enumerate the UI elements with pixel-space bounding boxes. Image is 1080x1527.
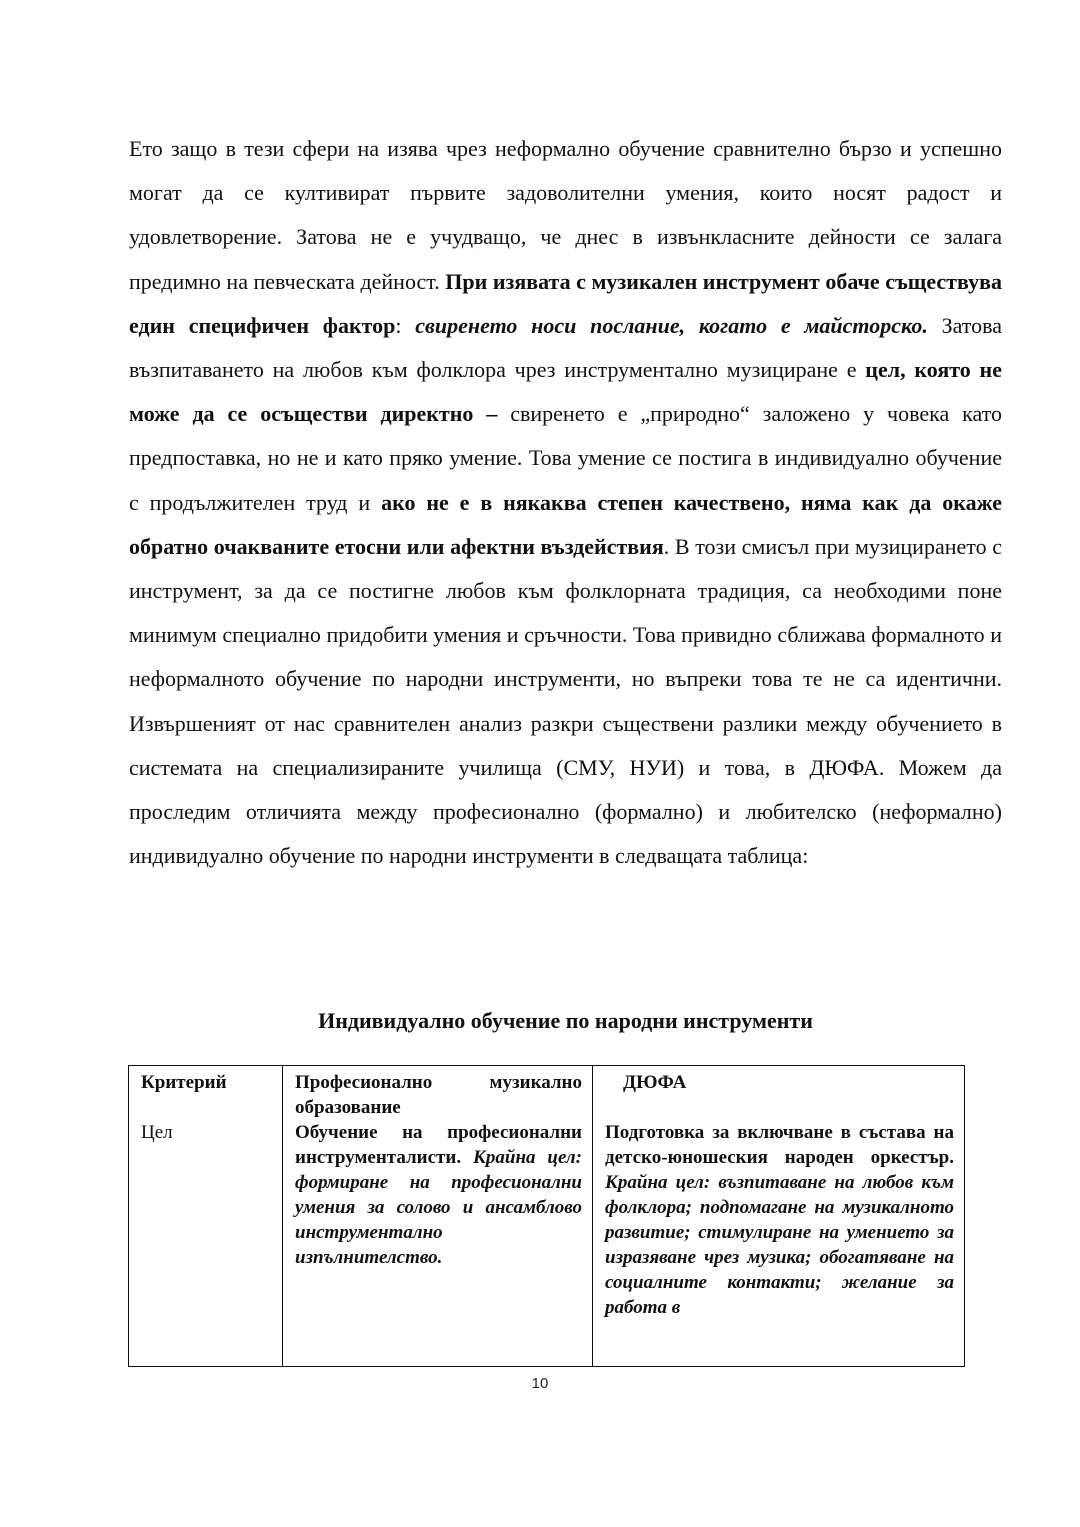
- paragraph-bold-2: цел, която не може да се осъществи директно –: [129, 357, 1002, 427]
- table-header-row: [129, 1066, 965, 1121]
- page-number: 10: [531, 1375, 549, 1392]
- header-professional: Професионално музикално образование: [283, 1066, 593, 1121]
- table-row: [129, 1120, 965, 1367]
- paragraph-text-3: Затова възпитаването на любов към фолклора чрез инструментално музициране е: [129, 312, 1002, 383]
- paragraph-text-2: :: [395, 312, 416, 338]
- cell-professional-bold-italic: Крайна цел: формиране на професионални умения за солово и ансамблово инструментално изпълнителство.: [295, 1147, 582, 1268]
- cell-dyufa-bold-italic: Крайна цел: възпитаване на любов към фолклора; подпомагане на музикалното развитие; стимулиране на умението за изразяване чрез музика; обогатяване на социалните контакти; желание за работа в: [605, 1172, 954, 1318]
- paragraph-text-5: . В този смисъл при музицирането с инструмент, за да се постигне любов към фолклорната традиция, са необходими поне минимум специално придобити умения и сръчности. Това привидно сближава формалното и неформалното обучение по народни инструменти, но въпреки това те не са идентични. Извършеният от нас сравнителен анализ разкри съществени разлики между обучението в системата на специализираните училища (СМУ, НУИ) и това, в ДЮФА. Можем да проследим отличията между професионално (формално) и любителско (неформално) индивидуално обучение по народни инструменти в следващата таблица:: [129, 533, 1002, 869]
- cell-dyufa: [593, 1120, 965, 1367]
- paragraph-bold-italic-1: свиренето носи послание, когато е майсторско.: [415, 312, 928, 338]
- comparison-table: [128, 1065, 965, 1367]
- paragraph-bold-1: При изявата с музикален инструмент обаче съществува един специфичен фактор: [129, 268, 1002, 338]
- header-dyufa: ДЮФА: [593, 1066, 965, 1121]
- paragraph-text-4: свиренето е „природно“ заложено у човека като предпоставка, но не и като пряко умение. Това умение се постига в индивидуално обучение с продължителен труд и: [129, 401, 1002, 515]
- cell-professional-bold: Обучение на професионални инструменталисти.: [295, 1122, 582, 1168]
- cell-professional: [283, 1120, 593, 1367]
- header-criterion: Критерий: [129, 1066, 283, 1121]
- cell-criterion: Цел: [129, 1120, 283, 1367]
- body-paragraph: [129, 127, 1002, 878]
- table-title: Индивидуално обучение по народни инструменти: [318, 1008, 813, 1033]
- cell-dyufa-bold: Подготовка за включване в състава на детско-юношеския народен оркестър.: [605, 1122, 954, 1168]
- paragraph-text-1: Ето защо в тези сфери на изява чрез неформално обучение сравнително бързо и успешно могат да се култивират първите задоволителни умения, които носят радост и удовлетворение. Затова не е учудващо, че днес в извънкласните дейности се залага предимно на певческата дейност.: [129, 136, 1002, 294]
- paragraph-bold-3: ако не е в някаква степен качествено, няма как да окаже обратно очакваните етосни или афектни въздействия: [129, 489, 1002, 559]
